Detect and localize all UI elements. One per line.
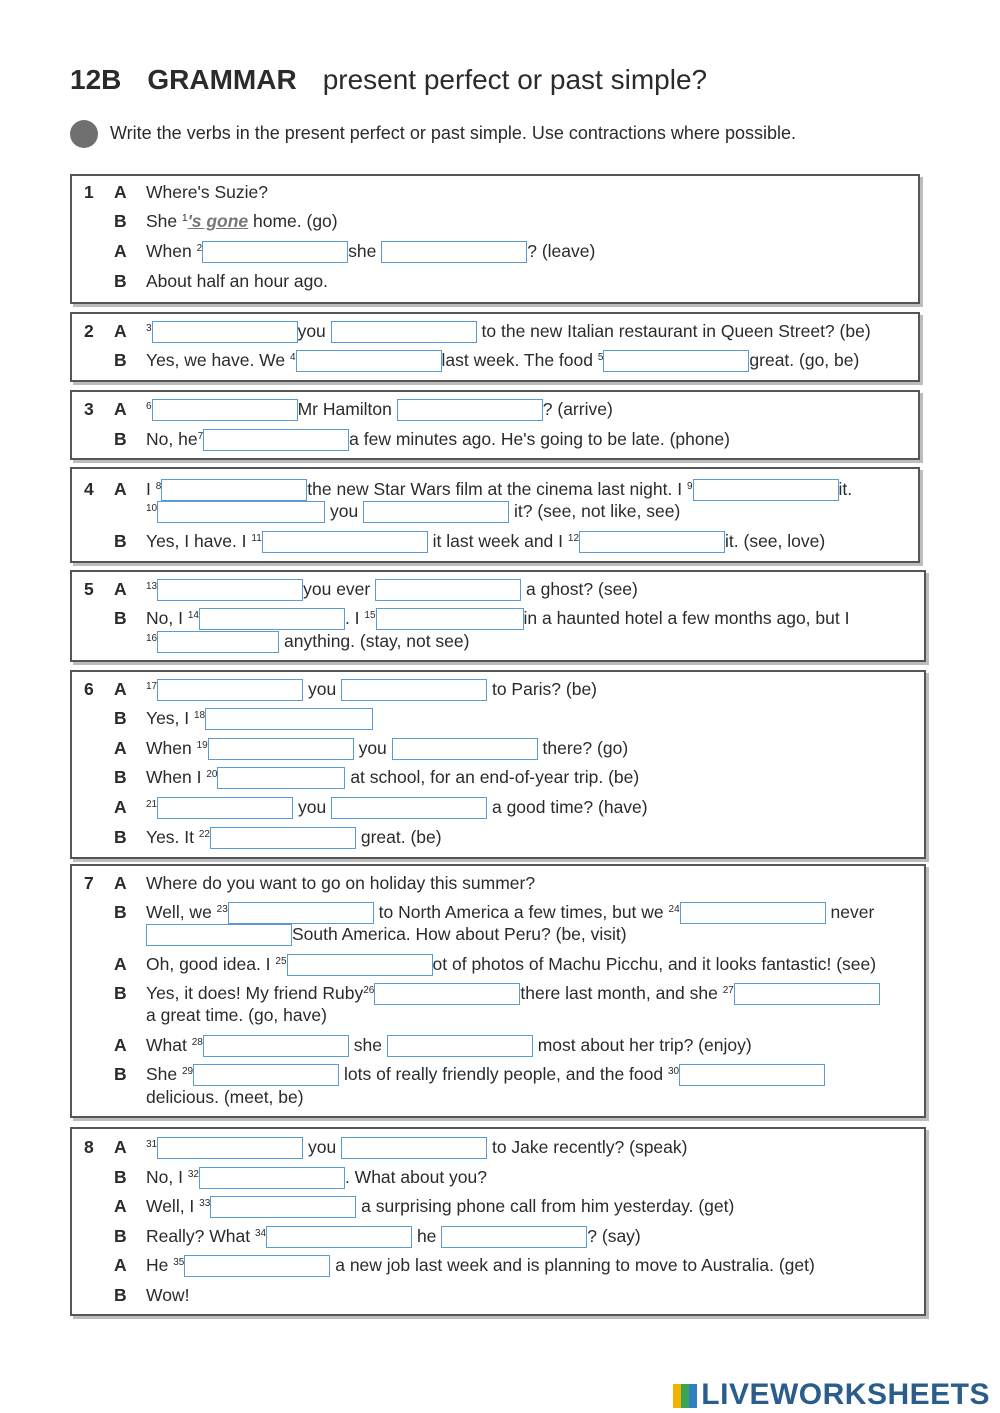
speaker: B <box>114 827 127 847</box>
answer-gap-6b[interactable] <box>397 399 543 421</box>
answer-gap-19b[interactable] <box>392 738 538 760</box>
answer-gap-9[interactable] <box>693 479 839 501</box>
exercise-number: 4 <box>84 479 94 499</box>
dialogue-line: She $^1$'s gone home. (go) <box>146 211 338 231</box>
dialogue-line: $^{10}$ you it? (see, not like, see) <box>146 499 680 523</box>
dialogue-line: $^{16}$ anything. (stay, not see) <box>146 629 469 653</box>
answer-gap-16[interactable] <box>157 631 279 653</box>
answer-gap-5[interactable] <box>603 350 749 372</box>
dialogue-line: South America. How about Peru? (be, visit) <box>146 922 627 946</box>
dialogue-line: I $^8$ the new Star Wars film at the cinema last night. I $^9$ it. <box>146 477 852 501</box>
dialogue-line: Well, we $^{23}$ to North America a few times, but we $^{24}$ never <box>146 900 874 924</box>
page-title <box>70 64 707 96</box>
answer-gap-34b[interactable] <box>441 1226 587 1248</box>
logo-icon <box>673 1384 697 1408</box>
speaker: B <box>114 1285 127 1305</box>
dialogue-line: $^{31}$ you to Jake recently? (speak) <box>146 1135 687 1159</box>
liveworksheets-logo: LIVEWORKSHEETS <box>673 1378 990 1412</box>
answer-gap-35[interactable] <box>184 1255 330 1277</box>
answer-gap-30[interactable] <box>679 1064 825 1086</box>
exercise-number: 5 <box>84 579 94 599</box>
exercise-number: 1 <box>84 182 94 202</box>
example-answer: 's gone <box>187 211 249 231</box>
answer-gap-24[interactable] <box>680 902 826 924</box>
answer-gap-24b[interactable] <box>146 924 292 946</box>
answer-gap-18[interactable] <box>205 708 373 730</box>
speaker: A <box>114 1255 127 1275</box>
speaker: B <box>114 350 127 370</box>
speaker: A <box>114 1137 127 1157</box>
bullet-icon <box>70 120 98 148</box>
answer-gap-31b[interactable] <box>341 1137 487 1159</box>
answer-gap-26[interactable] <box>374 983 520 1005</box>
dialogue-line: Wow! <box>146 1285 190 1305</box>
dialogue-line: $^6$ Mr Hamilton ? (arrive) <box>146 397 613 421</box>
dialogue-line: Yes, I $^{18}$ <box>146 706 373 730</box>
speaker: B <box>114 608 127 628</box>
answer-gap-10b[interactable] <box>363 501 509 523</box>
dialogue-line: Yes, it does! My friend Ruby$^{26}$ there last month, and she $^{27}$ <box>146 981 880 1005</box>
dialogue-line: When I $^{20}$ at school, for an end-of-year trip. (be) <box>146 765 639 789</box>
answer-gap-2b[interactable] <box>381 241 527 263</box>
speaker: A <box>114 1196 127 1216</box>
dialogue-line: When $^{19}$ you there? (go) <box>146 736 628 760</box>
speaker: B <box>114 531 127 551</box>
answer-gap-28[interactable] <box>203 1035 349 1057</box>
dialogue-line: When $^2$ she ? (leave) <box>146 239 595 263</box>
exercise-number: 8 <box>84 1137 94 1157</box>
dialogue-line: delicious. (meet, be) <box>146 1087 304 1107</box>
dialogue-line: $^{21}$ you a good time? (have) <box>146 795 648 819</box>
speaker: A <box>114 679 127 699</box>
speaker: B <box>114 767 127 787</box>
answer-gap-20[interactable] <box>217 767 345 789</box>
speaker: A <box>114 738 127 758</box>
speaker: A <box>114 241 127 261</box>
answer-gap-33[interactable] <box>210 1196 356 1218</box>
answer-gap-34[interactable] <box>266 1226 412 1248</box>
answer-gap-3[interactable] <box>152 321 298 343</box>
dialogue-line: Oh, good idea. I $^{25}$ ot of photos of Machu Picchu, and it looks fantastic! (see) <box>146 952 876 976</box>
dialogue-line: $^{13}$ you ever a ghost? (see) <box>146 577 638 601</box>
answer-gap-12[interactable] <box>579 531 725 553</box>
dialogue-line: What $^{28}$ she most about her trip? (enjoy) <box>146 1033 752 1057</box>
dialogue-line: About half an hour ago. <box>146 271 328 291</box>
dialogue-line: $^{17}$ you to Paris? (be) <box>146 677 597 701</box>
speaker: A <box>114 321 127 341</box>
exercise-number: 3 <box>84 399 94 419</box>
dialogue-line: Where's Suzie? <box>146 182 269 202</box>
answer-gap-4[interactable] <box>296 350 442 372</box>
answer-gap-29[interactable] <box>193 1064 339 1086</box>
answer-gap-3b[interactable] <box>331 321 477 343</box>
exercise-number: 7 <box>84 873 94 893</box>
section-name: GRAMMAR <box>147 64 297 95</box>
answer-gap-2[interactable] <box>202 241 348 263</box>
answer-gap-10[interactable] <box>157 501 325 523</box>
speaker: B <box>114 902 127 922</box>
speaker: A <box>114 579 127 599</box>
dialogue-line: Yes, I have. I $^{11}$ it last week and I $^{12}$ it. (see, love) <box>146 529 825 553</box>
answer-gap-17[interactable] <box>157 679 303 701</box>
dialogue-line: $^3$ you to the new Italian restaurant in Queen Street? (be) <box>146 319 871 343</box>
answer-gap-13b[interactable] <box>375 579 521 601</box>
speaker: B <box>114 211 127 231</box>
answer-gap-15[interactable] <box>376 608 524 630</box>
answer-gap-6[interactable] <box>152 399 298 421</box>
speaker: A <box>114 479 127 499</box>
answer-gap-28b[interactable] <box>387 1035 533 1057</box>
answer-gap-25[interactable] <box>287 954 433 976</box>
speaker: B <box>114 1167 127 1187</box>
dialogue-line: Yes, we have. We $^4$ last week. The food $^5$ great. (go, be) <box>146 348 859 372</box>
dialogue-line: He $^{35}$ a new job last week and is planning to move to Australia. (get) <box>146 1253 815 1277</box>
instruction <box>70 120 796 148</box>
speaker: A <box>114 873 127 893</box>
speaker: B <box>114 271 127 291</box>
speaker: A <box>114 182 127 202</box>
dialogue-line: No, I $^{32}$ . What about you? <box>146 1165 487 1189</box>
dialogue-line: She $^{29}$ lots of really friendly people, and the food $^{30}$ <box>146 1062 825 1086</box>
instruction-text: Write the verbs in the present perfect or past simple. Use contractions where possible. <box>110 122 796 143</box>
topic: present perfect or past simple? <box>322 64 708 95</box>
dialogue-line: Yes. It $^{22}$ great. (be) <box>146 825 442 849</box>
speaker: A <box>114 797 127 817</box>
dialogue-line: Really? What $^{34}$ he ? (say) <box>146 1224 641 1248</box>
answer-gap-31[interactable] <box>157 1137 303 1159</box>
unit-code: 12B <box>70 64 122 95</box>
speaker: B <box>114 1064 127 1084</box>
exercise-number: 2 <box>84 321 94 341</box>
speaker: B <box>114 708 127 728</box>
answer-gap-21[interactable] <box>157 797 293 819</box>
exercise-number: 6 <box>84 679 94 699</box>
speaker: A <box>114 1035 127 1055</box>
dialogue-line: Where do you want to go on holiday this summer? <box>146 873 536 893</box>
answer-gap-13[interactable] <box>157 579 303 601</box>
answer-gap-27[interactable] <box>734 983 880 1005</box>
speaker: A <box>114 399 127 419</box>
answer-gap-22[interactable] <box>210 827 356 849</box>
answer-gap-21b[interactable] <box>331 797 487 819</box>
answer-gap-19[interactable] <box>208 738 354 760</box>
dialogue-line: Well, I $^{33}$ a surprising phone call from him yesterday. (get) <box>146 1194 734 1218</box>
speaker: B <box>114 983 127 1003</box>
answer-gap-11[interactable] <box>262 531 428 553</box>
speaker: B <box>114 429 127 449</box>
answer-gap-14[interactable] <box>199 608 345 630</box>
speaker: B <box>114 1226 127 1246</box>
dialogue-line: a great time. (go, have) <box>146 1005 327 1025</box>
answer-gap-7[interactable] <box>203 429 349 451</box>
dialogue-line: No, $he^7$ a few minutes ago. He's going to be late. (phone) <box>146 427 730 451</box>
dialogue-line: No, I $^{14}$ . I $^{15}$ in a haunted hotel a few months ago, but I <box>146 606 849 630</box>
answer-gap-32[interactable] <box>199 1167 345 1189</box>
answer-gap-17b[interactable] <box>341 679 487 701</box>
speaker: A <box>114 954 127 974</box>
